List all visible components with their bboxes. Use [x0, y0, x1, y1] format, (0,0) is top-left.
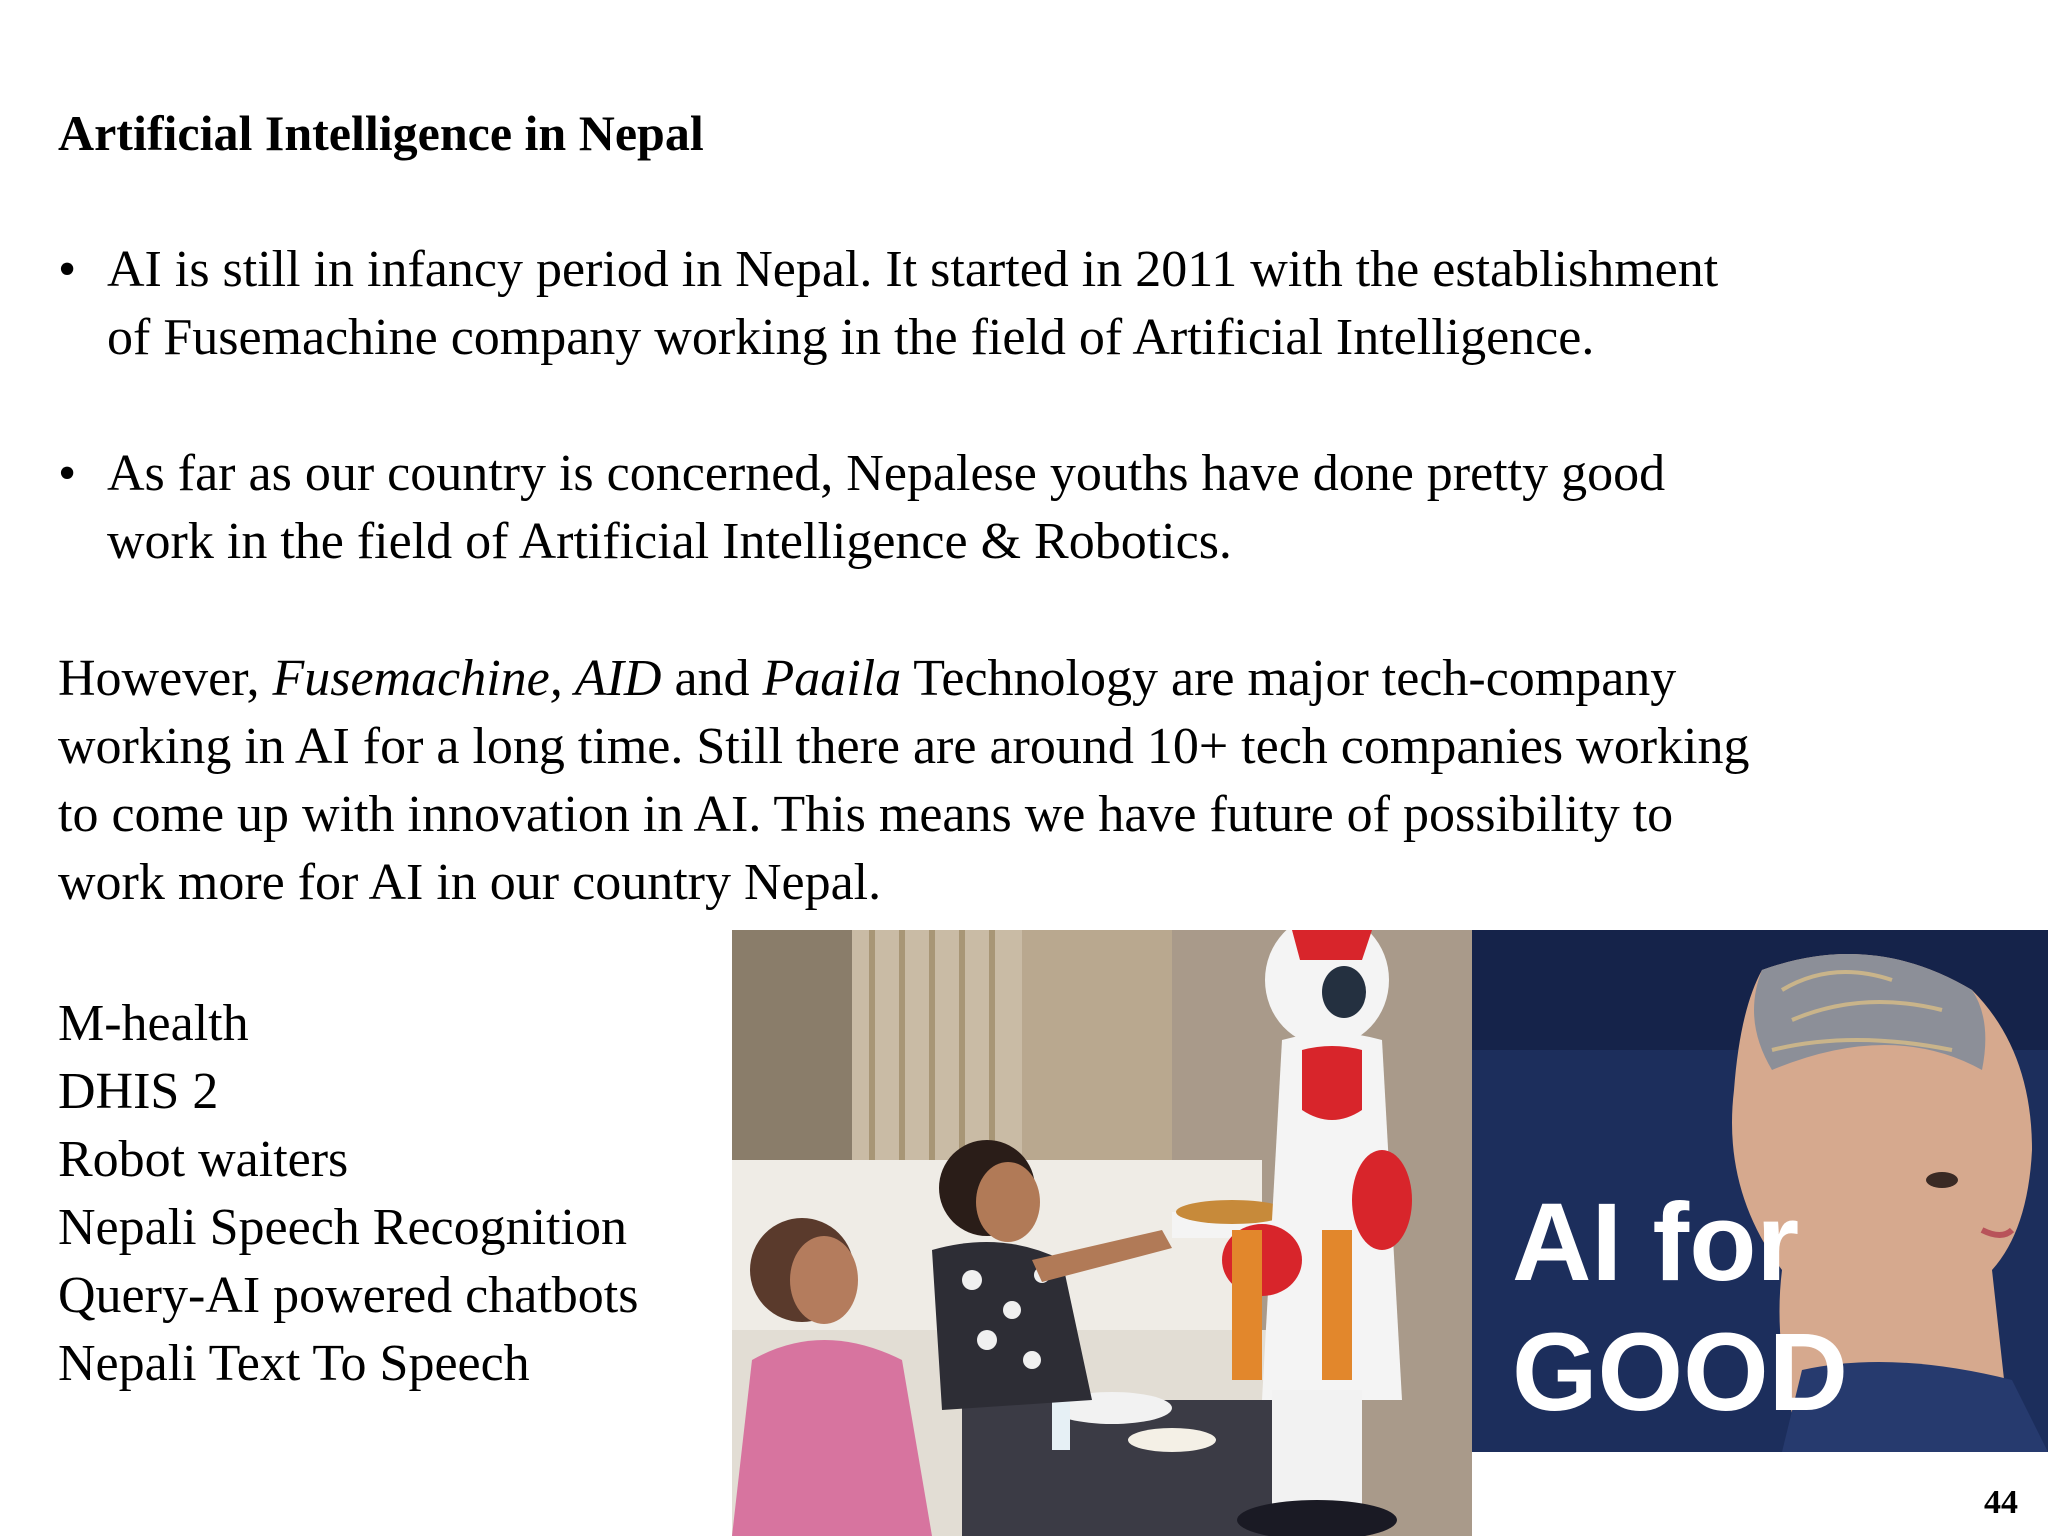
- paragraph-suffix: Technology are major tech-company: [901, 650, 1677, 707]
- list-item: Query-AI powered chatbots: [58, 1267, 639, 1324]
- list-item: Nepali Text To Speech: [58, 1335, 530, 1392]
- bullet-line: AI is still in infancy period in Nepal. It started in 2011 with the establishment: [107, 241, 1719, 298]
- list-item: M-health: [58, 995, 249, 1052]
- list-item: DHIS 2: [58, 1063, 219, 1120]
- paragraph-line: working in AI for a long time. Still there are around 10+ tech companies working: [58, 718, 1750, 775]
- robot-waiter-photo: [732, 930, 1472, 1536]
- list-item: Robot waiters: [58, 1131, 349, 1188]
- sign-text-line1: AI for: [1512, 1181, 1800, 1304]
- company-names: Fusemachine, AID: [272, 650, 662, 707]
- bullet-line: of Fusemachine company working in the field of Artificial Intelligence.: [107, 309, 1595, 366]
- companies-paragraph: [58, 645, 1998, 917]
- slide-title: Artificial Intelligence in Nepal: [58, 105, 704, 161]
- sign-text-line2: GOOD: [1512, 1311, 1849, 1434]
- bullet-text: [107, 440, 1958, 576]
- page-number-area: [1472, 1452, 2048, 1536]
- paragraph-line: work more for AI in our country Nepal.: [58, 854, 882, 911]
- paragraph-and: and: [661, 650, 763, 707]
- bullet-item: [58, 236, 1958, 372]
- sophia-robot-photo: [1472, 930, 2048, 1452]
- paragraph-prefix: However,: [58, 650, 273, 707]
- list-item: Nepali Speech Recognition: [58, 1199, 627, 1256]
- bullet-marker: •: [58, 445, 77, 502]
- bullet-line: work in the field of Artificial Intelligence & Robotics.: [107, 513, 1232, 570]
- applications-list: [58, 990, 638, 1398]
- bullet-item: [58, 440, 1958, 576]
- paragraph-line: [58, 645, 1998, 713]
- bullet-line: As far as our country is concerned, Nepalese youths have done pretty good: [107, 445, 1666, 502]
- page-number: 44: [1984, 1484, 2018, 1521]
- company-name-paaila: Paaila: [762, 650, 902, 707]
- bullet-marker: •: [58, 241, 77, 298]
- bullet-text: [107, 236, 1958, 372]
- paragraph-line: to come up with innovation in AI. This means we have future of possibility to: [58, 786, 1674, 843]
